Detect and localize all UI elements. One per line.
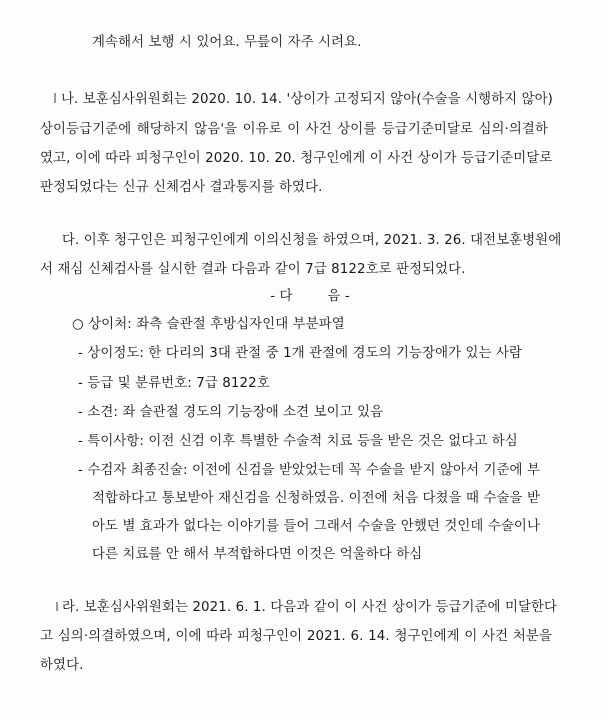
section-da-heading: - 다 음 - (270, 289, 350, 304)
circle-item-injury-site: ○ 상이처: 좌측 슬관절 후방십자인대 부분파열 (72, 317, 345, 332)
dash-item-grade: - 등급 및 분류번호: 7급 8122호 (78, 376, 270, 391)
scan-artifact (56, 602, 58, 611)
section-da-line-1: 다. 이후 청구인은 피청구인에게 이의신청을 하였으며, 2021. 3. 26. 대전보훈병원에 (62, 233, 562, 248)
section-ra-line-1: 라. 보훈심사위원회는 2021. 6. 1. 다음과 같이 이 사건 상이가 등급기준에 미달한다 (62, 600, 558, 615)
section-na-line-3: 였고, 이에 따라 피청구인이 2020. 10. 20. 청구인에게 이 사건 상이가 등급기준미달로 (40, 151, 553, 166)
final-statement-line-4: 다른 치료를 안 해서 부적합하다면 이것은 억울하다 하심 (92, 547, 423, 562)
final-statement-line-2: 적합하다고 통보받아 재신검을 신청하였음. 이전에 처음 다쳤을 때 수술을 받 (92, 491, 540, 506)
final-statement-line-3: 아도 별 효과가 없다는 이야기를 들어 그래서 수술을 안했던 것인데 수술이나 (92, 519, 540, 534)
section-da-line-2: 서 재심 신체검사를 실시한 결과 다음과 같이 7급 8122호로 판정되었다. (40, 262, 466, 277)
final-statement-line-1: - 수검자 최종진술: 이전에 신검을 받았었는데 꼭 수술을 받지 않아서 기준에 부 (78, 463, 540, 478)
section-ra-line-2: 고 심의·의결하였으며, 이에 따라 피청구인이 2021. 6. 14. 청구인에게 이 사건 처분을 (40, 629, 552, 644)
section-na-line-2: 상이등급기준에 해당하지 않음'을 이유로 이 사건 상이를 등급기준미달로 심의·의결하 (40, 122, 548, 137)
section-ra-line-3: 하였다. (40, 658, 84, 673)
dash-item-findings: - 소견: 좌 슬관절 경도의 기능장애 소견 보이고 있음 (78, 405, 384, 420)
dash-item-injury-degree: - 상이정도: 한 다리의 3대 관절 중 1개 관절에 경도의 기능장애가 있는 사람 (78, 346, 523, 361)
section-na-line-4: 판정되었다는 신규 신체검사 결과통지를 하였다. (40, 180, 323, 195)
scan-artifact (54, 93, 56, 103)
dash-item-special-notes: - 특이사항: 이전 신검 이후 특별한 수술적 치료 등을 받은 것은 없다고 하심 (78, 434, 518, 449)
section-na-line-1: 나. 보훈심사위원회는 2020. 10. 14. '상이가 고정되지 않아(수술을 시행하지 않아) (61, 92, 553, 107)
continuation-line: 계속해서 보행 시 있어요. 무릎이 자주 시려요. (92, 35, 362, 50)
